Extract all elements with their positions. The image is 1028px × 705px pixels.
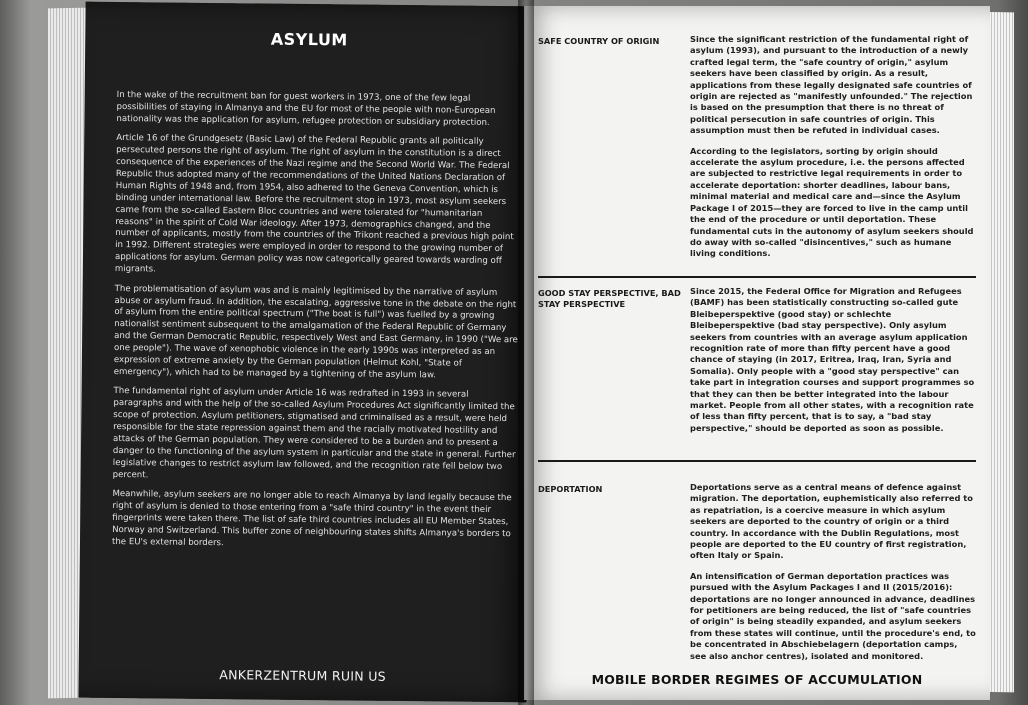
entry-definition	[690, 286, 976, 470]
entry-definition	[690, 34, 976, 276]
book-gutter	[518, 0, 534, 705]
right-page	[524, 6, 990, 700]
body-paragraph: The problematisation of asylum was and is mainly legitimised by the narrative of asylum abuse or asylum fraud. In addition, the escalating, aggressive tone in the debate on the right of asylum from the entire political spectrum ("The boat is full") was fuelled by a growing nationalist sentiment subsequent to the amalgamation of the Federal Republic of Germany and the German Democratic Republic, respectively West and East Germany, in 1990 ("We are one people"). The wave of xenophobic violence in the early 1990s was interpreted as an expression of extreme anxiety by the German population (Helmut Kohl, "State of emergency"), which had to be managed by a tightening of the asylum law.	[113, 283, 518, 381]
entry-definition	[690, 482, 976, 692]
definition-paragraph: Since the significant restriction of the fundamental right of asylum (1993), and pursuant to the introduction of a newly crafted legal term, the "safe country of origin," asylum seekers have been classified by origin. As a result, applications from these legally designated safe countries of origin are rejected as "manifestly unfounded." The rejection is based on the presumption that there is no threat of political persecution in safe countries of origin. This assumption must then be refuted in individual cases.	[690, 34, 973, 136]
left-page-body	[112, 90, 522, 560]
body-paragraph: The fundamental right of asylum under Article 16 was redrafted in 1993 in several paragraphs and with the help of the so-called Asylum Procedures Act significantly limited the scope of protection. Asylum petitioners, stigmatised and criminalised as a result, were held responsible for the state repression against them and the racially motivated hostility and attacks of the German population. They were considered to be a burden and to present a danger to the functioning of the asylum system in particular and the state in general. Further legislative changes to restrict asylum law followed, and the recognition rate fell below two percent.	[112, 386, 516, 481]
entry-term: DEPORTATION	[538, 484, 603, 494]
definition-paragraph: An intensification of German deportation practices was pursued with the Asylum Packages I and II (2015/2016): deportations are no longer announced in advance, deadlines for petitioners are being reduced, the list of "safe countries of origin" is being steadily expanded, and asylum seekers from these states will continue, until the procedure's end, to be concentrated in Abschiebelagern (deportation camps, see also anchor centres), isolated and monitored.	[690, 570, 976, 661]
right-page-footer: MOBILE BORDER REGIMES OF ACCUMULATION	[591, 672, 923, 687]
left-page-footer: ANKERZENTRUM RUIN US	[219, 667, 387, 684]
body-paragraph: In the wake of the recruitment ban for guest workers in 1973, one of the few legal possibilities of staying in Almanya and the EU for most of the people with non-European nationality was the application for asylum, refugee protection or subsidiary protection.	[116, 90, 496, 128]
body-paragraph: Article 16 of the Grundgesetz (Basic Law) of the Federal Republic grants all politically persecuted persons the right of asylum. The right of asylum in the constitution is a direct consequence of the experiences of the Nazi regime and the Second World War. The Federal Republic thus adopted many of the recommendations of the United Nations Declaration of Human Rights of 1948 and, from 1954, also adhered to the Geneva Convention, which is binding under international law. Before the recruitment stop in 1973, most asylum seekers came from the so-called Eastern Bloc countries and were tolerated for "humanitarian reasons" in the spirit of Cold War ideology. After 1973, demographics changed, and the number of applicants, mostly from the countries of the Trikont reached a previous high point in 1992. Different strategies were employed in order to respond to the growing number of applications for asylum. German policy was now categorically geared towards warding off migrants.	[114, 133, 514, 275]
entry-term: GOOD STAY PERSPECTIVE, BAD STAY PERSPECTIVE	[538, 288, 681, 309]
definition-paragraph: Since 2015, the Federal Office for Migration and Refugees (BAMF) has been statistically constructing so-called gute Bleibeperspektive (good stay) or schlechte Bleibeperspektive (bad stay perspective). Only asylum seekers from countries with an average asylum application recognition rate of more than fifty percent have a good chance of staying (in 2017, Eritrea, Iraq, Iran, Syria and Somalia). Only people with a "good stay perspective" can take part in integration courses and support programmes so that they can then be better integrated into the labour market. People from all other states, with a recognition rate of less than fifty percent, that is to say, a "bad stay perspective," should be deported as soon as possible.	[690, 286, 975, 433]
left-page	[78, 2, 533, 703]
section-divider	[538, 460, 976, 462]
entry-term: SAFE COUNTRY OF ORIGIN	[538, 36, 660, 46]
definition-paragraph: Deportations serve as a central means of defence against migration. The deportation, euphemistically also referred to as repatriation, is a coercive measure in which asylum seekers are deported to the country of origin or a third country. In accordance with the Dublin Regulations, most people are deported to the EU country of first registration, often Italy or Spain.	[690, 482, 973, 561]
glossary-table	[538, 34, 976, 692]
glossary-entry	[538, 470, 976, 692]
body-paragraph: Meanwhile, asylum seekers are no longer able to reach Almanya by land legally because the right of asylum is denied to those entering from a "safe third country" in the event their fingerprints were taken there. The list of safe third countries includes all EU Member States, Norway and Switzerland. This buffer zone of neighbouring states shifts Almanya's borders to the EU's external borders.	[111, 489, 512, 548]
definition-paragraph: According to the legislators, sorting by origin should accelerate the asylum procedure, i.e. the persons affected are subjected to restrictive legal requirements in order to accelerate deportation: shorter deadlines, labour bans, minimal material and medical care and—since the Asylum Package I of 2015—they are forced to live in the camp until the end of the procedure or until deportation. These fundamental cuts in the autonomy of asylum seekers should do away with so-called "disincentives," such as humane living conditions.	[690, 145, 974, 259]
page-title: ASYLUM	[270, 29, 348, 50]
glossary-entry	[538, 276, 976, 470]
glossary-entry	[538, 34, 976, 276]
